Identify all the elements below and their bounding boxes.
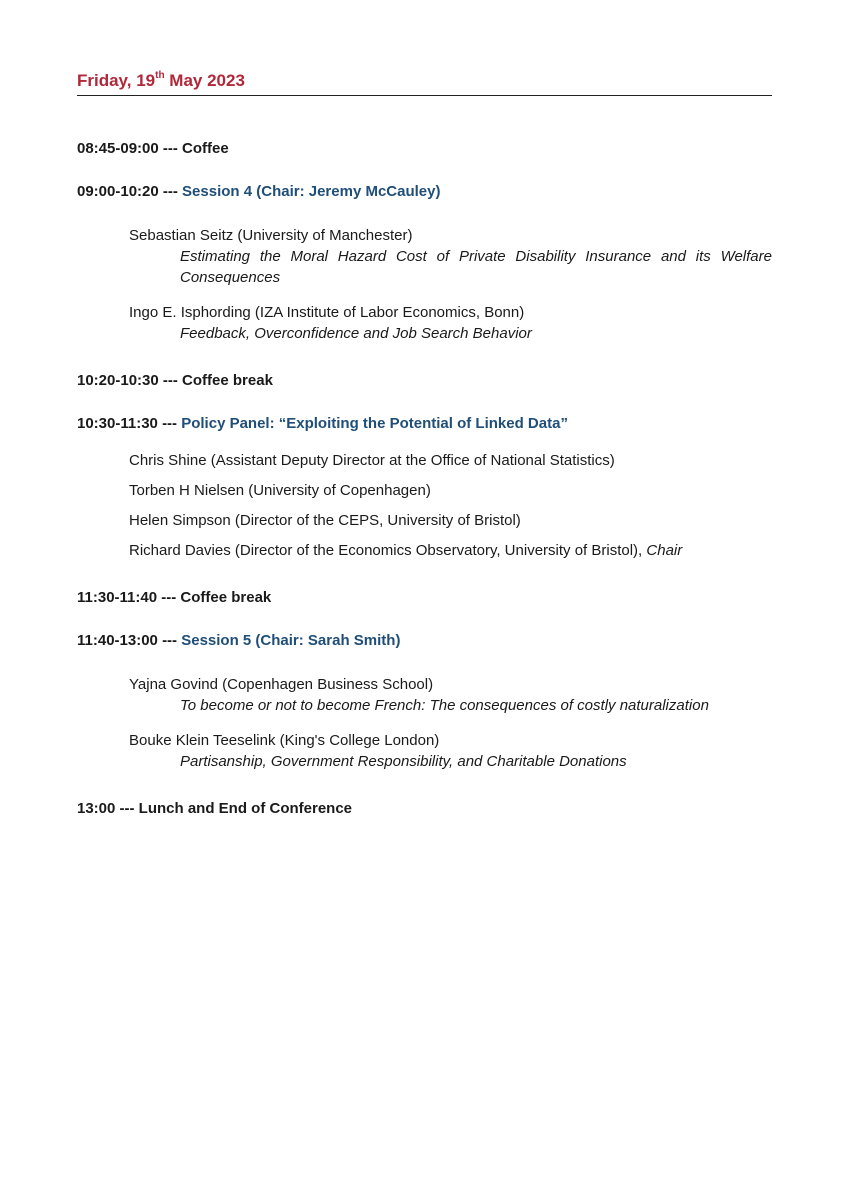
panel-chair-line: [129, 540, 772, 561]
session-4-time: 09:00-10:20 ---: [77, 183, 183, 200]
panel-member-name: Helen Simpson (Director of the CEPS, University of Bristol): [129, 512, 521, 529]
panel-chair: [129, 540, 772, 561]
policy-panel-title: Policy Panel: “Exploiting the Potential of Linked Data”: [181, 415, 568, 432]
session-4-talk-2: [129, 302, 772, 344]
day-title-prefix: Friday, 19: [77, 71, 156, 90]
panel-member: [129, 510, 772, 531]
coffee-break-2: [77, 588, 772, 608]
talk-speaker: Bouke Klein Teeselink (King's College London): [129, 732, 440, 749]
coffee-break-label: 10:20-10:30 --- Coffee break: [77, 372, 273, 389]
coffee-break-1: [77, 371, 772, 391]
session-4-heading: [77, 182, 772, 202]
session-5-title: Session 5 (Chair: Sarah Smith): [181, 632, 401, 649]
talk-paper-title: Estimating the Moral Hazard Cost of Private Disability Insurance and its Welfare Consequences: [180, 248, 772, 286]
talk-paper-title: To become or not to become French: The consequences of costly naturalization: [180, 697, 709, 714]
panel-member: [129, 480, 772, 501]
session-4-title: Session 4 (Chair: Jeremy McCauley): [182, 183, 441, 200]
day-header: [77, 69, 772, 96]
lunch-slot: [77, 799, 772, 819]
talk-speaker: Ingo E. Isphording (IZA Institute of Labor Economics, Bonn): [129, 304, 525, 321]
day-title: [77, 69, 772, 93]
day-title-ordinal: th: [155, 70, 165, 82]
session-4-talk-1: [129, 225, 772, 288]
policy-panel-time: 10:30-11:30 ---: [77, 415, 182, 432]
lunch-slot-label: 13:00 --- Lunch and End of Conference: [77, 800, 353, 817]
panel-member-name: Chris Shine (Assistant Deputy Director at the Office of National Statistics): [129, 452, 615, 469]
coffee-slot-label: 08:45-09:00 --- Coffee: [77, 140, 229, 157]
panel-member-name: Torben H Nielsen (University of Copenhagen): [129, 482, 431, 499]
session-5-heading: [77, 631, 772, 651]
talk-paper-title: Feedback, Overconfidence and Job Search Behavior: [180, 325, 532, 342]
talk-paper-title: Partisanship, Government Responsibility, and Charitable Donations: [180, 753, 627, 770]
session-5-talk-2: [129, 730, 772, 772]
talk-speaker: Sebastian Seitz (University of Manchester): [129, 227, 413, 244]
coffee-slot: [77, 139, 772, 159]
panel-chair-role: Chair: [646, 542, 683, 559]
session-5-talk-1: [129, 674, 772, 716]
panel-member: [129, 450, 772, 471]
panel-chair-name: Richard Davies (Director of the Economics Observatory, University of Bristol),: [129, 542, 647, 559]
talk-speaker: Yajna Govind (Copenhagen Business School): [129, 676, 434, 693]
coffee-break-label: 11:30-11:40 --- Coffee break: [77, 589, 272, 606]
session-5-time: 11:40-13:00 ---: [77, 632, 182, 649]
day-title-suffix: May 2023: [164, 71, 245, 90]
policy-panel-heading: [77, 414, 772, 434]
